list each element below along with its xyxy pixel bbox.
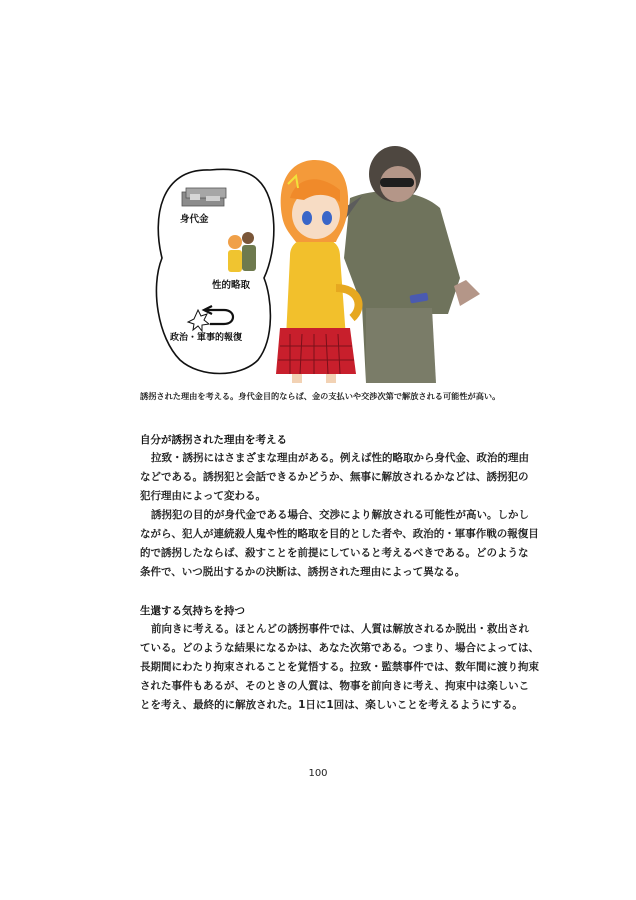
paragraph-line: などである。誘拐犯と会話できるかどうか、無事に解放されるかなどは、誘拐犯の xyxy=(140,471,529,483)
paragraph-line: 拉致・誘拐にはさまざまな理由がある。例えば性的略取から身代金、政治的理由 xyxy=(151,452,529,464)
money-icon xyxy=(182,188,226,206)
paragraph-line: 誘拐犯の目的が身代金である場合、交渉により解放される可能性が高い。しかし xyxy=(151,509,529,521)
figure-caption: 誘拐された理由を考える。身代金目的ならば、金の支払いや交渉次第で解放される可能性が高い。 xyxy=(140,391,501,401)
label-sexual-abduction: 性的略取 xyxy=(212,280,251,291)
illustration xyxy=(140,138,500,383)
paragraph-line: 条件で、いつ脱出するかの決断は、誘拐された理由によって異なる。 xyxy=(140,566,466,578)
paragraph-line: 犯行理由によって変わる。 xyxy=(140,490,266,502)
paragraph-line: された事件もあるが、そのときの人質は、物事を前向きに考え、拘束中は楽しいこ xyxy=(140,680,530,692)
girl-figure xyxy=(276,160,359,383)
label-retaliation: 政治・軍事的報復 xyxy=(170,333,243,343)
label-ransom: 身代金 xyxy=(180,214,209,225)
paragraph-line: とを考え、最終的に解放された。1日に1回は、楽しいことを考えるようにする。 xyxy=(140,699,523,711)
paragraph-line: ながら、犯人が連続殺人鬼や性的略取を目的とした者や、政治的・軍事作戦の報復目 xyxy=(140,528,539,540)
captor-figure xyxy=(332,146,480,383)
paragraph-line: 長期間にわたり拘束されることを覚悟する。拉致・監禁事件では、数年間に渡り拘束 xyxy=(140,661,539,673)
paragraph-line: 的で誘拐したならば、殺すことを前提にしていると考えるべきである。どのような xyxy=(140,547,529,559)
illustration-art xyxy=(140,138,500,383)
sexual-abduction-icon xyxy=(228,232,256,272)
paragraph-line: 前向きに考える。ほとんどの誘拐事件では、人質は解放されるか脱出・救出され xyxy=(151,623,529,635)
section-heading-survival: 生還する気持ちを持つ xyxy=(140,605,245,617)
section-heading-reasons: 自分が誘拐された理由を考える xyxy=(140,434,287,446)
paragraph-line: ている。どのような結果になるかは、あなた次第である。つまり、場合によっては、 xyxy=(140,642,539,654)
page-number: 100 xyxy=(308,768,328,779)
